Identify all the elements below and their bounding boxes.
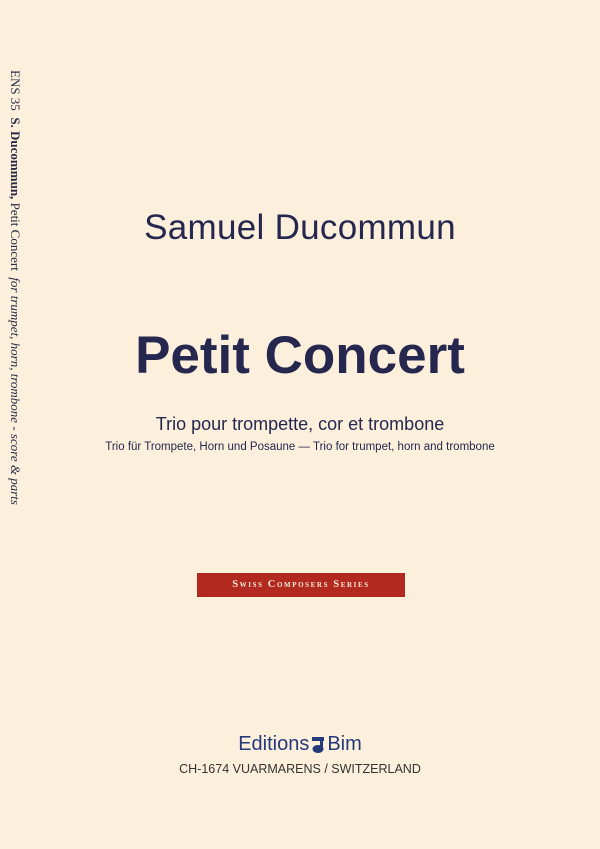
catalog-code: ENS 35	[8, 70, 23, 111]
subtitle-french: Trio pour trompette, cor et trombone	[155, 414, 445, 434]
publisher-address: CH-1674 VUARMARENS / SWITZERLAND	[179, 762, 421, 776]
subtitle-german-english: Trio für Trompete, Horn und Posaune — Trio for trumpet, horn and trombone	[105, 441, 495, 453]
publisher-name-left: Editions	[238, 733, 310, 755]
publisher-name-right: Bim	[327, 733, 362, 755]
composer-name: Samuel Ducommun	[144, 208, 456, 247]
spine-description: for trumpet, horn, trombone - score & parts	[8, 277, 23, 505]
work-title: Petit Concert	[135, 326, 465, 385]
series-banner: Swiss Composers Series	[197, 573, 405, 597]
spine-title: Petit Concert	[8, 202, 23, 271]
publisher-logo	[0, 733, 600, 756]
spine-composer: S. Ducommun,	[8, 117, 23, 200]
music-note-icon	[311, 736, 325, 754]
